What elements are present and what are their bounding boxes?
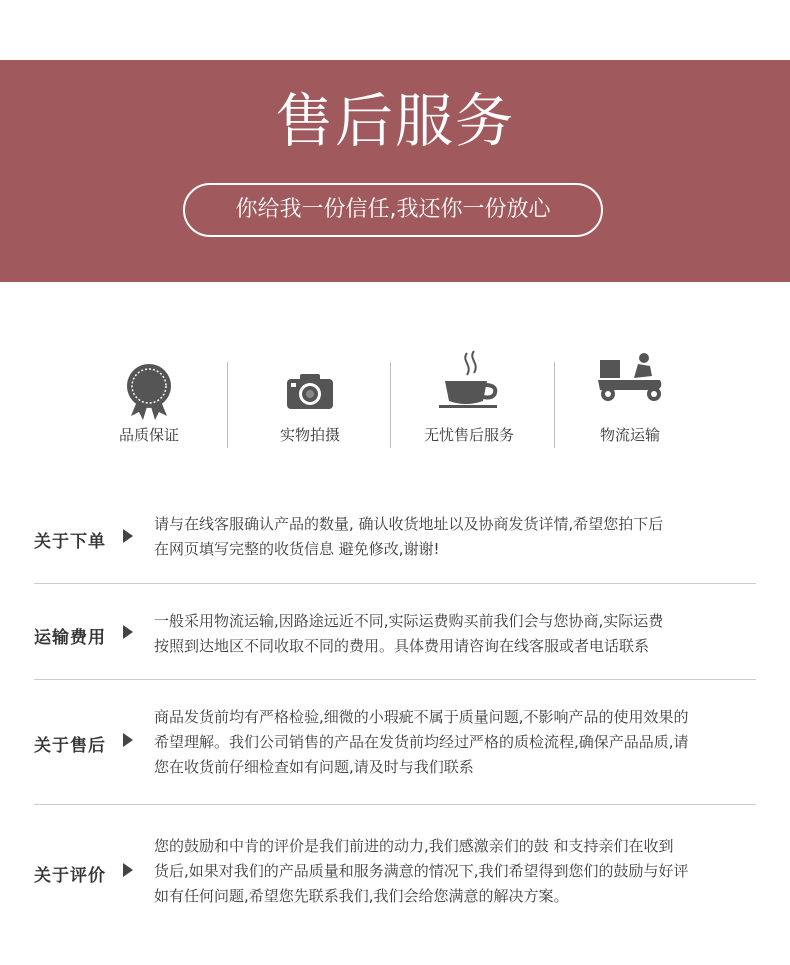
medal-icon	[69, 358, 229, 420]
coffee-cup-icon	[389, 340, 549, 420]
divider	[227, 362, 228, 448]
feature-row	[0, 340, 790, 460]
faq-title: 关于评价	[34, 866, 106, 886]
feature-logistics	[550, 340, 710, 450]
divider	[34, 583, 756, 584]
faq-title: 运输费用	[34, 628, 106, 648]
faq-text: 一般采用物流运输,因路途远近不同,实际运费购买前我们会与您协商,实际运费 按照到达地区不同收取不同的费用。具体费用请咨询在线客服或者电话联系	[154, 612, 664, 655]
faq-title: 关于下单	[34, 532, 106, 552]
slogan-badge: 你给我一份信任,我还你一份放心	[183, 183, 603, 237]
divider	[34, 804, 756, 805]
feature-quality	[69, 340, 229, 450]
feature-label: 物流运输	[599, 426, 660, 444]
arrow-right-icon	[123, 863, 133, 877]
faq-text: 商品发货前均有严格检验,细微的小瑕疵不属于质量问题,不影响产品的使用效果的 希望理解。我们公司销售的产品在发货前均经过严格的质检流程,确保产品品质,请 您在收货前仔细检查如有问题,请及时与我们联系	[154, 708, 689, 776]
faq-title: 关于售后	[34, 736, 106, 756]
faq-text: 您的鼓励和中肯的评价是我们前进的动力,我们感激亲们的鼓 和支持亲们在收到 货后,如果对我们的产品质量和服务满意的情况下,我们希望得到您们的鼓励与好评 如有任何问题,希望您先联系我们,我们会给您满意的解决方案。	[154, 837, 689, 905]
feature-label: 实物拍摄	[279, 426, 340, 444]
faq-text: 请与在线客服确认产品的数量, 确认收货地址以及协商发货详情,希望您拍下后 在网页填写完整的收货信息 避免修改,谢谢!	[154, 515, 664, 558]
camera-icon	[230, 358, 390, 420]
feature-label: 无忧售后服务	[423, 426, 514, 444]
divider	[34, 679, 756, 680]
arrow-right-icon	[123, 733, 133, 747]
feature-photo	[230, 340, 390, 450]
arrow-right-icon	[123, 625, 133, 639]
arrow-right-icon	[123, 529, 133, 543]
delivery-scooter-icon	[550, 348, 710, 410]
page-title: 售后服务	[274, 87, 515, 155]
feature-label: 品质保证	[118, 426, 179, 444]
feature-after-sales	[389, 340, 549, 450]
